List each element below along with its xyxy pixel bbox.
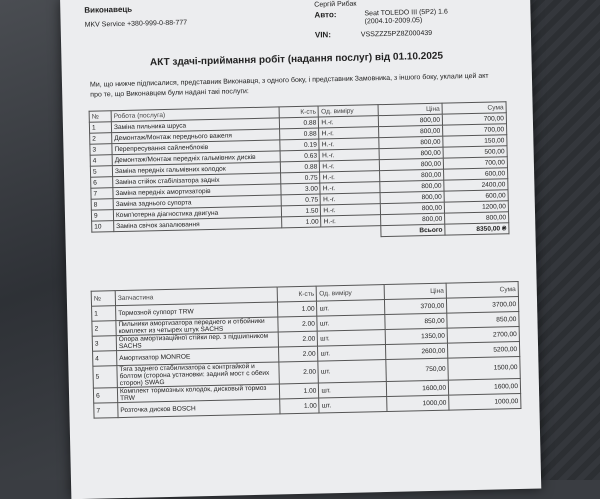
table-cell: 2 — [92, 321, 116, 337]
auto-value: Seat TOLEDO III (5P2) 1.6 (2004.10-2009.05) — [364, 8, 448, 26]
table-cell: 800,00 — [381, 202, 445, 214]
document-title: АКТ здачі-приймання робіт (надання послуг) від 01.10.2025 — [149, 50, 444, 69]
header-cell: Ціна — [378, 103, 442, 115]
table-cell: 3 — [90, 144, 112, 155]
table-cell: шт. — [318, 345, 386, 362]
works-table — [89, 101, 510, 243]
table-cell: 1.00 — [279, 398, 319, 414]
table-cell: Заміна пильника шруса — [111, 118, 279, 133]
table-cell: 2.00 — [278, 346, 318, 362]
table-cell: 1 — [92, 306, 116, 322]
table-cell: шт. — [319, 382, 387, 399]
table-cell: 5 — [93, 366, 117, 389]
table-cell: 0.75 — [280, 172, 320, 184]
table-cell: 600,00 — [444, 168, 508, 180]
table-cell: Н.-г. — [319, 127, 379, 139]
table-cell: 6 — [93, 388, 117, 404]
table-cell: 800,00 — [380, 169, 444, 181]
header-cell: Робота (послуга) — [111, 107, 279, 122]
table-cell: 0.63 — [280, 150, 320, 162]
header-cell: Од. виміру — [318, 105, 378, 117]
table-cell: 7 — [91, 188, 113, 199]
table-cell: 2.00 — [277, 316, 317, 332]
table-cell: 2.00 — [278, 361, 318, 384]
auto-block — [314, 11, 336, 20]
table-cell: 5 — [90, 166, 112, 177]
executor-label: Виконавець — [84, 4, 133, 15]
table-cell: Заміна свічок запалювання — [114, 217, 282, 232]
table-cell: 1000,00 — [387, 395, 449, 411]
table-cell: 500,00 — [443, 146, 507, 158]
header-cell: Ціна — [384, 283, 446, 299]
table-cell: 2 — [90, 133, 112, 144]
header-cell: Сума — [446, 282, 518, 299]
table-cell: Н.-г. — [319, 138, 379, 150]
table-cell: 1000,00 — [449, 393, 521, 410]
table-cell: Н.-г. — [319, 116, 379, 128]
table-cell: 9 — [91, 210, 113, 221]
table-cell: шт. — [318, 360, 386, 384]
table-cell: 4 — [90, 155, 112, 166]
table-cell: Заміна передніх гальмівних колодок — [112, 162, 280, 177]
parts-table — [91, 281, 522, 419]
table-cell: Тормозной суппорт TRW — [115, 302, 277, 321]
table-cell: Комплект тормозных колодок, дисковый тормоз TRW — [117, 384, 279, 403]
table-cell: 0.75 — [281, 194, 321, 206]
document-intro: Ми, що нижче підписалися, представник Виконавця, з одного боку, і представник Замовника, з іншого боку, уклали цей акт про те, що Виконавцем були надані такі послуги: — [89, 72, 489, 99]
table-cell: 0.88 — [279, 117, 319, 129]
total-label: Всього — [381, 224, 445, 236]
table-cell: 0.19 — [279, 139, 319, 151]
table-cell: 800,00 — [379, 136, 443, 148]
table-cell: 1500,00 — [448, 356, 520, 380]
executor-value: MKV Service +380-999-0-88-777 — [84, 19, 188, 29]
header-cell: Од. виміру — [317, 285, 385, 302]
table-cell: 750,00 — [386, 358, 448, 381]
table-cell: Заміна заднього супорта — [113, 195, 281, 210]
header-cell: № — [91, 291, 115, 307]
vin-value: VSSZZZ5PZ8Z000439 — [360, 29, 433, 39]
client-name: Сергій Рибак — [314, 0, 357, 9]
table-cell: Н.-г. — [319, 149, 379, 161]
table-cell: 1.00 — [277, 301, 317, 317]
table-cell: 8 — [91, 199, 113, 210]
header-cell: Сума — [442, 102, 506, 114]
table-cell: 5200,00 — [448, 341, 520, 358]
client-block — [314, 1, 356, 10]
vin-block — [315, 29, 432, 41]
table-cell: 800,00 — [379, 125, 443, 137]
table-cell: Н.-г. — [320, 171, 380, 183]
table-cell: Заміна стійок стабілізатора задніх — [113, 173, 281, 188]
table-cell: шт. — [319, 397, 387, 414]
table-cell: Н.-г. — [320, 182, 380, 194]
table-cell: 800,00 — [380, 180, 444, 192]
table-cell: 800,00 — [379, 147, 443, 159]
table-cell: 3700,00 — [385, 298, 447, 314]
table-cell: Опора амортизаційної стійки пер. з підшипником SACHS — [116, 332, 278, 351]
table-cell: 600,00 — [444, 190, 508, 202]
executor-block — [84, 4, 187, 29]
table-cell: Н.-г. — [320, 160, 380, 172]
table-cell: Н.-г. — [321, 215, 381, 227]
header-cell: К-сть — [277, 286, 317, 302]
table-cell: 2700,00 — [447, 327, 519, 344]
table-cell: 1 — [89, 122, 111, 133]
table-cell: 10 — [92, 221, 114, 232]
table-cell: Пильники амортизатора переднего и отбойники комплект из четырех штук SACHS — [116, 317, 278, 336]
table-cell: 850,00 — [447, 312, 519, 329]
table-cell: 7 — [94, 403, 118, 419]
table-cell: 800,00 — [380, 158, 444, 170]
table-cell: Комп'ютерна діагностика двигуна — [113, 206, 281, 221]
table-cell: 4 — [93, 351, 117, 367]
table-cell: Тяга заднего стабилизатора с контргайкой и болтом (сторона установки: задний мост с обеих сторон) SWAG — [117, 362, 279, 388]
table-cell: 0.88 — [280, 161, 320, 173]
auto-value-block — [364, 8, 474, 26]
background-seat-left — [0, 0, 70, 480]
table-cell: Демонтаж/Монтаж переднього важеля — [112, 129, 280, 144]
table-cell: 150,00 — [443, 135, 507, 147]
table-cell: шт. — [317, 315, 385, 332]
table-cell: 1600,00 — [448, 378, 520, 395]
auto-label: Авто: — [314, 10, 337, 20]
table-cell: 800,00 — [379, 114, 443, 126]
table-cell: Заміна передніх амортизаторів — [113, 184, 281, 199]
table-cell: Н.-г. — [321, 204, 381, 216]
table-cell: шт. — [317, 300, 385, 317]
header-cell: К-сть — [279, 106, 319, 118]
table-cell: 2400,00 — [444, 179, 508, 191]
act-document — [60, 0, 541, 499]
table-cell: 1.50 — [281, 205, 321, 217]
table-cell: 700,00 — [443, 124, 507, 136]
table-cell: 3700,00 — [447, 297, 519, 314]
table-cell: 800,00 — [381, 213, 445, 225]
vin-label: VIN: — [314, 30, 332, 40]
table-cell: 700,00 — [443, 157, 507, 169]
table-cell: 800,00 — [380, 191, 444, 203]
table-cell: 850,00 — [385, 313, 447, 329]
table-cell: шт. — [318, 330, 386, 347]
table-cell: Демонтаж/Монтаж передніх гальмівних дисків — [112, 151, 280, 166]
table-cell: Амортизатор MONROE — [116, 347, 278, 366]
total-value: 8350,00 ₴ — [445, 223, 509, 235]
table-cell: 6 — [91, 177, 113, 188]
table-cell: 3.00 — [280, 183, 320, 195]
table-cell: Н.-г. — [320, 193, 380, 205]
table-cell: 1350,00 — [385, 328, 447, 344]
table-cell: 1.00 — [281, 216, 321, 228]
header-cell: № — [89, 111, 111, 122]
table-cell: 1200,00 — [444, 201, 508, 213]
table-cell: 1600,00 — [387, 380, 449, 396]
table-cell: 800,00 — [445, 212, 509, 224]
table-cell: 3 — [92, 336, 116, 352]
table-cell: 2.00 — [278, 331, 318, 347]
header-cell: Запчастина — [115, 287, 277, 306]
table-cell: Перепресування сайленблоків — [112, 140, 280, 155]
table-cell: 700,00 — [442, 113, 506, 125]
table-cell: Розточка дисков BOSCH — [118, 399, 280, 418]
table-cell: 2600,00 — [386, 343, 448, 359]
table-cell: 0.88 — [279, 128, 319, 140]
table-cell: 1.00 — [279, 383, 319, 399]
